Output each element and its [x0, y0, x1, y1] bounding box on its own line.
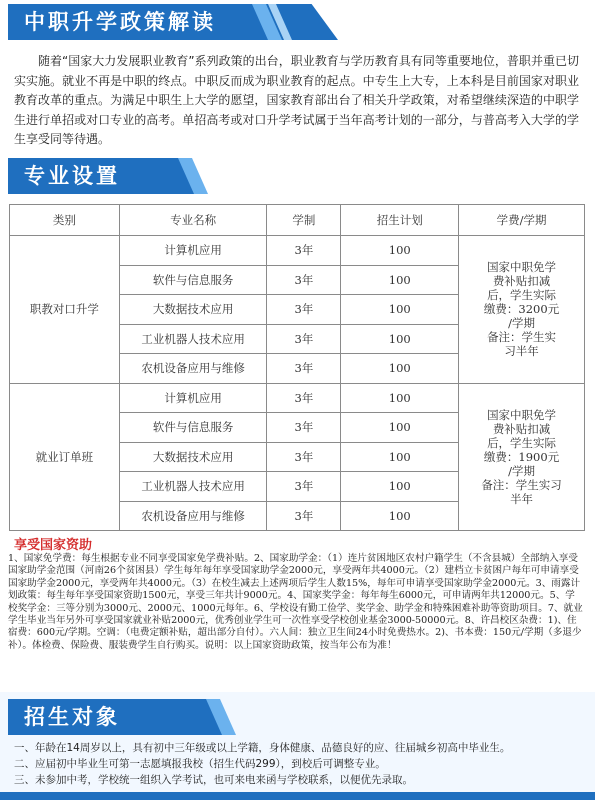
major-name: 软件与信息服务	[119, 265, 267, 295]
header-years: 学制	[267, 205, 341, 236]
major-years: 3年	[267, 383, 341, 413]
fee-line: 备注：学生实习	[481, 477, 562, 492]
major-years: 3年	[267, 442, 341, 472]
header-plan: 招生计划	[341, 205, 459, 236]
table-row	[10, 383, 585, 413]
fee-line: 后，学生实际	[487, 288, 557, 303]
major-name: 农机设备应用与维修	[119, 501, 267, 531]
header-category: 类别	[10, 205, 120, 236]
major-years: 3年	[267, 236, 341, 266]
major-plan: 100	[341, 501, 459, 531]
aid-title: 享受国家资助	[14, 538, 93, 553]
major-years: 3年	[267, 324, 341, 354]
major-name: 软件与信息服务	[119, 413, 267, 443]
major-plan: 100	[341, 472, 459, 502]
majors-banner	[8, 158, 198, 194]
major-name: 计算机应用	[119, 236, 267, 266]
header-major: 专业名称	[119, 205, 267, 236]
major-years: 3年	[267, 295, 341, 325]
fee-cell	[459, 236, 585, 384]
major-plan: 100	[341, 295, 459, 325]
major-plan: 100	[341, 442, 459, 472]
category-cell: 就业订单班	[10, 383, 120, 531]
enroll-banner	[8, 699, 226, 735]
fee-line: 缴费：3200元	[483, 302, 560, 317]
policy-banner	[8, 4, 338, 40]
major-years: 3年	[267, 265, 341, 295]
major-name: 大数据技术应用	[119, 442, 267, 472]
fee-line: 缴费：1900元	[483, 449, 560, 464]
enroll-item: 二、应届初中毕业生可第一志愿填报我校（招生代码299），到校后可调整专业。	[14, 758, 386, 770]
enroll-title: 招生对象	[24, 705, 120, 729]
major-years: 3年	[267, 472, 341, 502]
fee-line: 半年	[510, 491, 534, 506]
majors-table	[9, 204, 585, 531]
major-plan: 100	[341, 354, 459, 384]
aid-text: 1、国家免学费：每生根据专业不同享受国家免学费补贴。2、国家助学金：（1）连片贫困地区农村户籍学生（不含县城）全部纳入享受国家助学金范围（河南26个贫困县）学生每年每年享受国家助学金2000元，享受两年共4000元。（2）建档立卡贫困户每年可申请享受国家助学金2000元，享受两年共4000元。（3）在校生减去上述两项后学生人数15%，每年可申请享受国家助学金2000元。3、雨露计划政策：每生每年享受国家资助1500元，享受三年共计9000元。4、国家奖学金：每年每生6000元，可申请两年共12000元。5、学校奖学金：三等分别为3000元、2000元、1000元每年。6、学校设有勤工俭学、奖学金、助学金和特殊困难补助等资助项目。7、就业学生毕业当年另外可享受国家就业补贴2000元，优秀创业学生可一次性享受学校创业基金3000-50000元。8、许昌校区杂费：1)、住宿费：600元/学期。空调：（电费定额补贴，超出部分自付）。六人间：独立卫生间24小时免费热水。2)、书本费：150元/学期（多退少补）。体检费、保险费、服装费学生自行购买。说明：以上国家资助政策，按当年公布为准！	[8, 553, 583, 651]
enroll-item: 一、年龄在14周岁以上，具有初中三年级或以上学籍，身体健康、品德良好的应、往届城乡初高中毕业生。	[14, 742, 511, 754]
fee-line: 习半年	[504, 344, 539, 359]
footer-bar	[0, 792, 595, 800]
fee-line: 后，学生实际	[487, 435, 557, 450]
fee-line: /学期	[508, 463, 535, 478]
enroll-item: 三、未参加中考，学校统一组织入学考试，也可来电来函与学校联系，以便优先录取。	[14, 774, 413, 786]
major-years: 3年	[267, 413, 341, 443]
fee-line: 费补贴扣减	[492, 421, 551, 436]
fee-line: 国家中职免学	[487, 407, 557, 422]
major-years: 3年	[267, 354, 341, 384]
fee-line: /学期	[508, 316, 535, 331]
majors-title: 专业设置	[24, 164, 120, 188]
major-plan: 100	[341, 265, 459, 295]
major-plan: 100	[341, 236, 459, 266]
major-plan: 100	[341, 324, 459, 354]
major-name: 农机设备应用与维修	[119, 354, 267, 384]
policy-title: 中职升学政策解读	[24, 10, 216, 34]
major-plan: 100	[341, 413, 459, 443]
fee-line: 费补贴扣减	[492, 274, 551, 289]
table-header-row	[10, 205, 585, 236]
major-name: 工业机器人技术应用	[119, 324, 267, 354]
major-name: 工业机器人技术应用	[119, 472, 267, 502]
table-row	[10, 236, 585, 266]
fee-line: 国家中职免学	[487, 260, 557, 275]
major-years: 3年	[267, 501, 341, 531]
fee-line: 备注：学生实	[487, 330, 557, 345]
header-fee: 学费/学期	[459, 205, 585, 236]
fee-cell	[459, 383, 585, 531]
major-plan: 100	[341, 383, 459, 413]
policy-paragraph: 随着“国家大力发展职业教育”系列政策的出台，职业教育与学历教育具有同等重要地位，普职并重已切实实施。就业不再是中职的终点。中职反而成为职业教育的起点。中专生上大专，上本科是目前国家对职业教育改革的重点。为满足中职生上大学的愿望，国家教育部出台了相关升学政策，对希望继续深造的中职学生进行单招或对口专业的高考。单招高考或对口升学考试属于当年高考计划的一部分，与普高考入大学的学生享受同等待遇。	[14, 54, 579, 146]
major-name: 计算机应用	[119, 383, 267, 413]
major-name: 大数据技术应用	[119, 295, 267, 325]
category-cell: 职教对口升学	[10, 236, 120, 384]
